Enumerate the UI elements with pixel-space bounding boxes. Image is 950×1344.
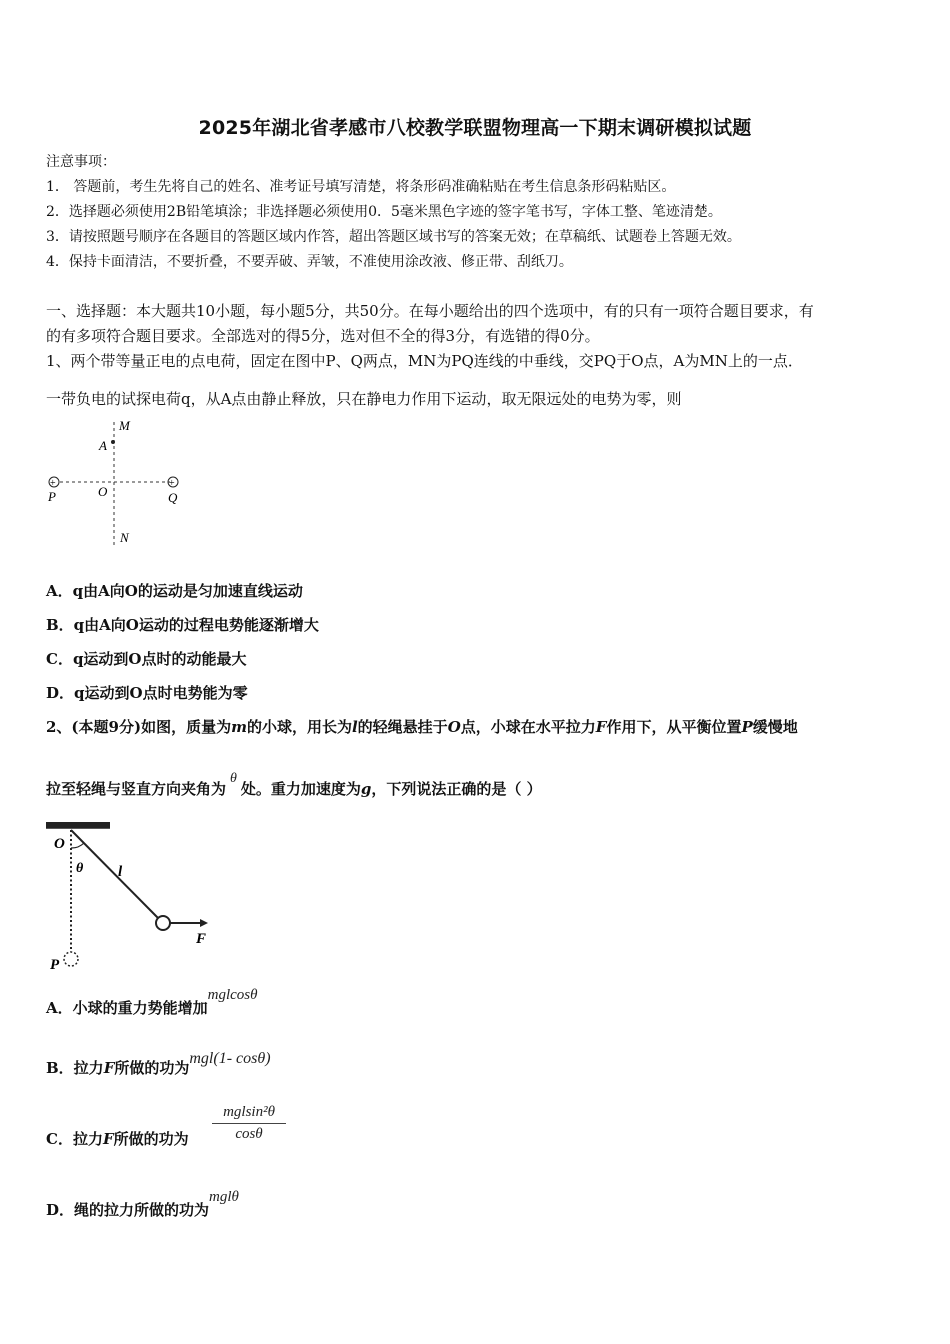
q2-option-d [46,1189,239,1221]
option-symbol-f: F [103,1059,115,1077]
label-o: O [54,836,65,852]
section-intro-line: 一、选择题：本大题共10小题，每小题5分，共50分。在每小题给出的四个选项中，有的只有一项符合题目要求，有 [46,302,814,320]
fraction-bar [212,1123,286,1124]
q1-option-a: A．q由A向O的运动是匀加速直线运动 [46,582,303,600]
label-q: Q [168,490,178,505]
q1-stem-line: 一带负电的试探电荷q，从A点由静止释放，只在静电力作用下运动，取无限远处的电势为零，则 [46,390,682,408]
label-f: F [196,931,207,947]
notice-item: 3．请按照题号顺序在各题目的答题区域内作答，超出答题区域书写的答案无效；在草稿纸、试题卷上答题无效。 [46,229,741,245]
q2-option-b [46,1050,271,1079]
q2-symbol-m: m [231,718,247,736]
q2-stem-text: 点，小球在水平拉力 [460,718,596,736]
q2-option-c-fraction [212,1104,286,1143]
label-p: P [50,957,60,973]
ceiling-support [46,822,110,828]
q2-stem-text: ，下列说法正确的是（ ） [371,780,542,798]
q2-stem-text: 2、(本题9分)如图，质量为 [46,718,232,736]
q1-option-d: D．q运动到O点时电势能为零 [46,684,248,702]
q2-symbol-theta: θ [230,771,237,786]
q2-symbol-f: F [595,718,607,736]
option-formula: mglcosθ [207,987,258,1003]
q2-stem-line [46,717,798,737]
q2-symbol-g: g [360,780,372,798]
fraction-numerator: mglsin²θ [223,1104,275,1120]
angle-arc [71,843,84,848]
page-title: 2025年湖北省孝感市八校教学联盟物理高一下期末调研模拟试题 [198,117,752,139]
label-o: O [98,484,108,499]
q2-symbol-o: O [447,718,461,736]
option-formula: mglθ [209,1189,239,1205]
equilibrium-ball [64,952,78,966]
label-l: l [118,864,123,880]
force-arrow-head [200,919,208,927]
section-intro-line: 的有多项符合题目要求。全部选对的得5分，选对但不全的得3分，有选错的得0分。 [46,327,600,345]
q2-option-c [46,1129,189,1149]
ball [156,916,170,930]
option-text: 所做的功为 [113,1130,189,1148]
q2-symbol-p: P [741,718,753,736]
q2-stem-text: 处。重力加速度为 [240,780,361,798]
q2-stem-text: 的轻绳悬挂于 [357,718,448,736]
q2-stem-text: 缓慢地 [752,718,798,736]
q2-pendulum-diagram [40,818,220,978]
option-text: D．绳的拉力所做的功为 [46,1201,210,1219]
label-m: M [119,418,130,433]
notice-item: 1． 答题前，考生先将自己的姓名、准考证号填写清楚，将条形码准确粘贴在考生信息条形码粘贴区。 [46,179,676,195]
q1-stem-line: 1、两个带等量正电的点电荷，固定在图中P、Q两点，MN为PQ连线的中垂线，交PQ于O点，A为MN上的一点． [46,352,803,370]
label-theta: θ [76,861,84,876]
charge-p-sign: + [50,478,56,489]
option-text: 所做的功为 [114,1059,190,1077]
q2-stem-text: 拉至轻绳与竖直方向夹角为 [46,780,227,798]
notice-item: 4．保持卡面清洁，不要折叠，不要弄破、弄皱，不准使用涂改液、修正带、刮纸刀。 [46,254,573,270]
option-text: C．拉力 [46,1130,103,1148]
q2-stem-text: 的小球，用长为 [246,718,352,736]
option-text: B．拉力 [46,1059,104,1077]
q2-stem-line [46,771,542,801]
charge-q-sign: + [169,478,175,489]
q2-symbol-l: l [351,718,358,736]
q1-option-c: C．q运动到O点时的动能最大 [46,650,247,668]
option-text: A．小球的重力势能增加 [46,999,208,1017]
label-n: N [120,530,129,545]
fraction-denominator: cosθ [235,1126,263,1142]
option-formula: mgl(1- cosθ) [189,1050,271,1067]
notice-heading: 注意事项： [46,154,116,170]
label-p: P [48,489,56,504]
q2-option-a [46,987,258,1019]
point-a-dot [111,440,115,444]
q1-option-b: B．q由A向O运动的过程电势能逐渐增大 [46,616,319,634]
option-symbol-f: F [102,1130,114,1148]
label-a: A [99,438,107,453]
notice-item: 2．选择题必须使用2B铅笔填涂；非选择题必须使用0．5毫米黑色字迹的签字笔书写，字体工整、笔迹清楚。 [46,204,722,220]
q2-stem-text: 作用下，从平衡位置 [606,718,742,736]
q1-charge-diagram [40,414,200,554]
